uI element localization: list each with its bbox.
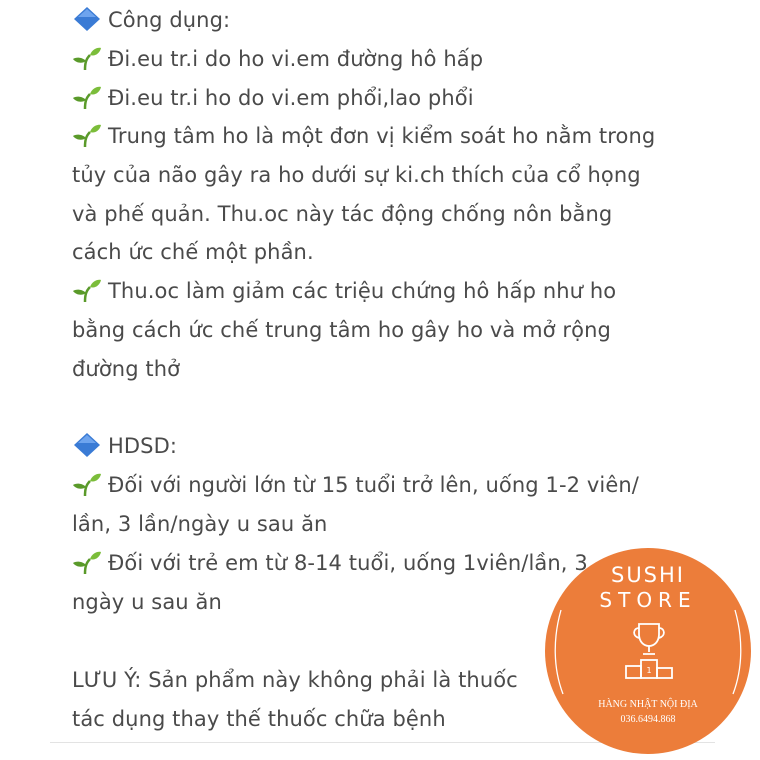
list-item: Đối với người lớn từ 15 tuổi trở lên, uống 1-2 viên/ <box>72 471 639 499</box>
list-item: Trung tâm ho là một đơn vị kiểm soát ho nằm trong <box>72 122 655 150</box>
seedling-icon <box>72 549 102 575</box>
text-line: đường thở <box>72 357 181 381</box>
list-item: Đi.eu tr.i do ho vi.em đường hô hấp <box>72 45 483 73</box>
text-line: cách ức chế một phần. <box>72 240 314 264</box>
logo-line1: SUSHI <box>610 563 685 587</box>
logo-line2: STORE <box>599 588 697 612</box>
svg-text:1: 1 <box>646 666 652 675</box>
logo-phone: 036.6494.868 <box>620 714 676 725</box>
text-line: bằng cách ức chế trung tâm ho gây ho và mở rộng <box>72 318 611 342</box>
seedling-icon <box>72 84 102 110</box>
text-line: và phế quản. Thu.oc này tác động chống nôn bằng <box>72 202 613 226</box>
note-text: tác dụng thay thế thuốc chữa bệnh <box>72 707 446 731</box>
list-item: Đối với trẻ em từ 8-14 tuổi, uống 1viên/lần, 3 <box>72 549 588 577</box>
section-heading-hdsd: HDSD: <box>72 432 177 460</box>
blue-diamond-icon <box>72 432 102 458</box>
seedling-icon <box>72 122 102 148</box>
seedling-icon <box>72 277 102 303</box>
seedling-icon <box>72 471 102 497</box>
text-line: tủy của não gây ra ho dưới sự ki.ch thích của cổ họng <box>72 163 641 187</box>
blue-diamond-icon <box>72 6 102 32</box>
trophy-podium-icon <box>623 620 675 680</box>
text-line: lần, 3 lần/ngày u sau ăn <box>72 512 328 536</box>
section-heading-cong-dung: Công dụng: <box>72 6 230 34</box>
text-line: ngày u sau ăn <box>72 590 222 614</box>
seedling-icon <box>72 45 102 71</box>
list-item: Thu.oc làm giảm các triệu chứng hô hấp như ho <box>72 277 616 305</box>
note-text: LƯU Ý: Sản phẩm này không phải là thuốc <box>72 668 518 692</box>
list-item: Đi.eu tr.i ho do vi.em phổi,lao phổi <box>72 84 474 112</box>
store-logo <box>545 548 751 754</box>
logo-tagline: HÀNG NHẬT NỘI ĐỊA <box>598 699 698 710</box>
